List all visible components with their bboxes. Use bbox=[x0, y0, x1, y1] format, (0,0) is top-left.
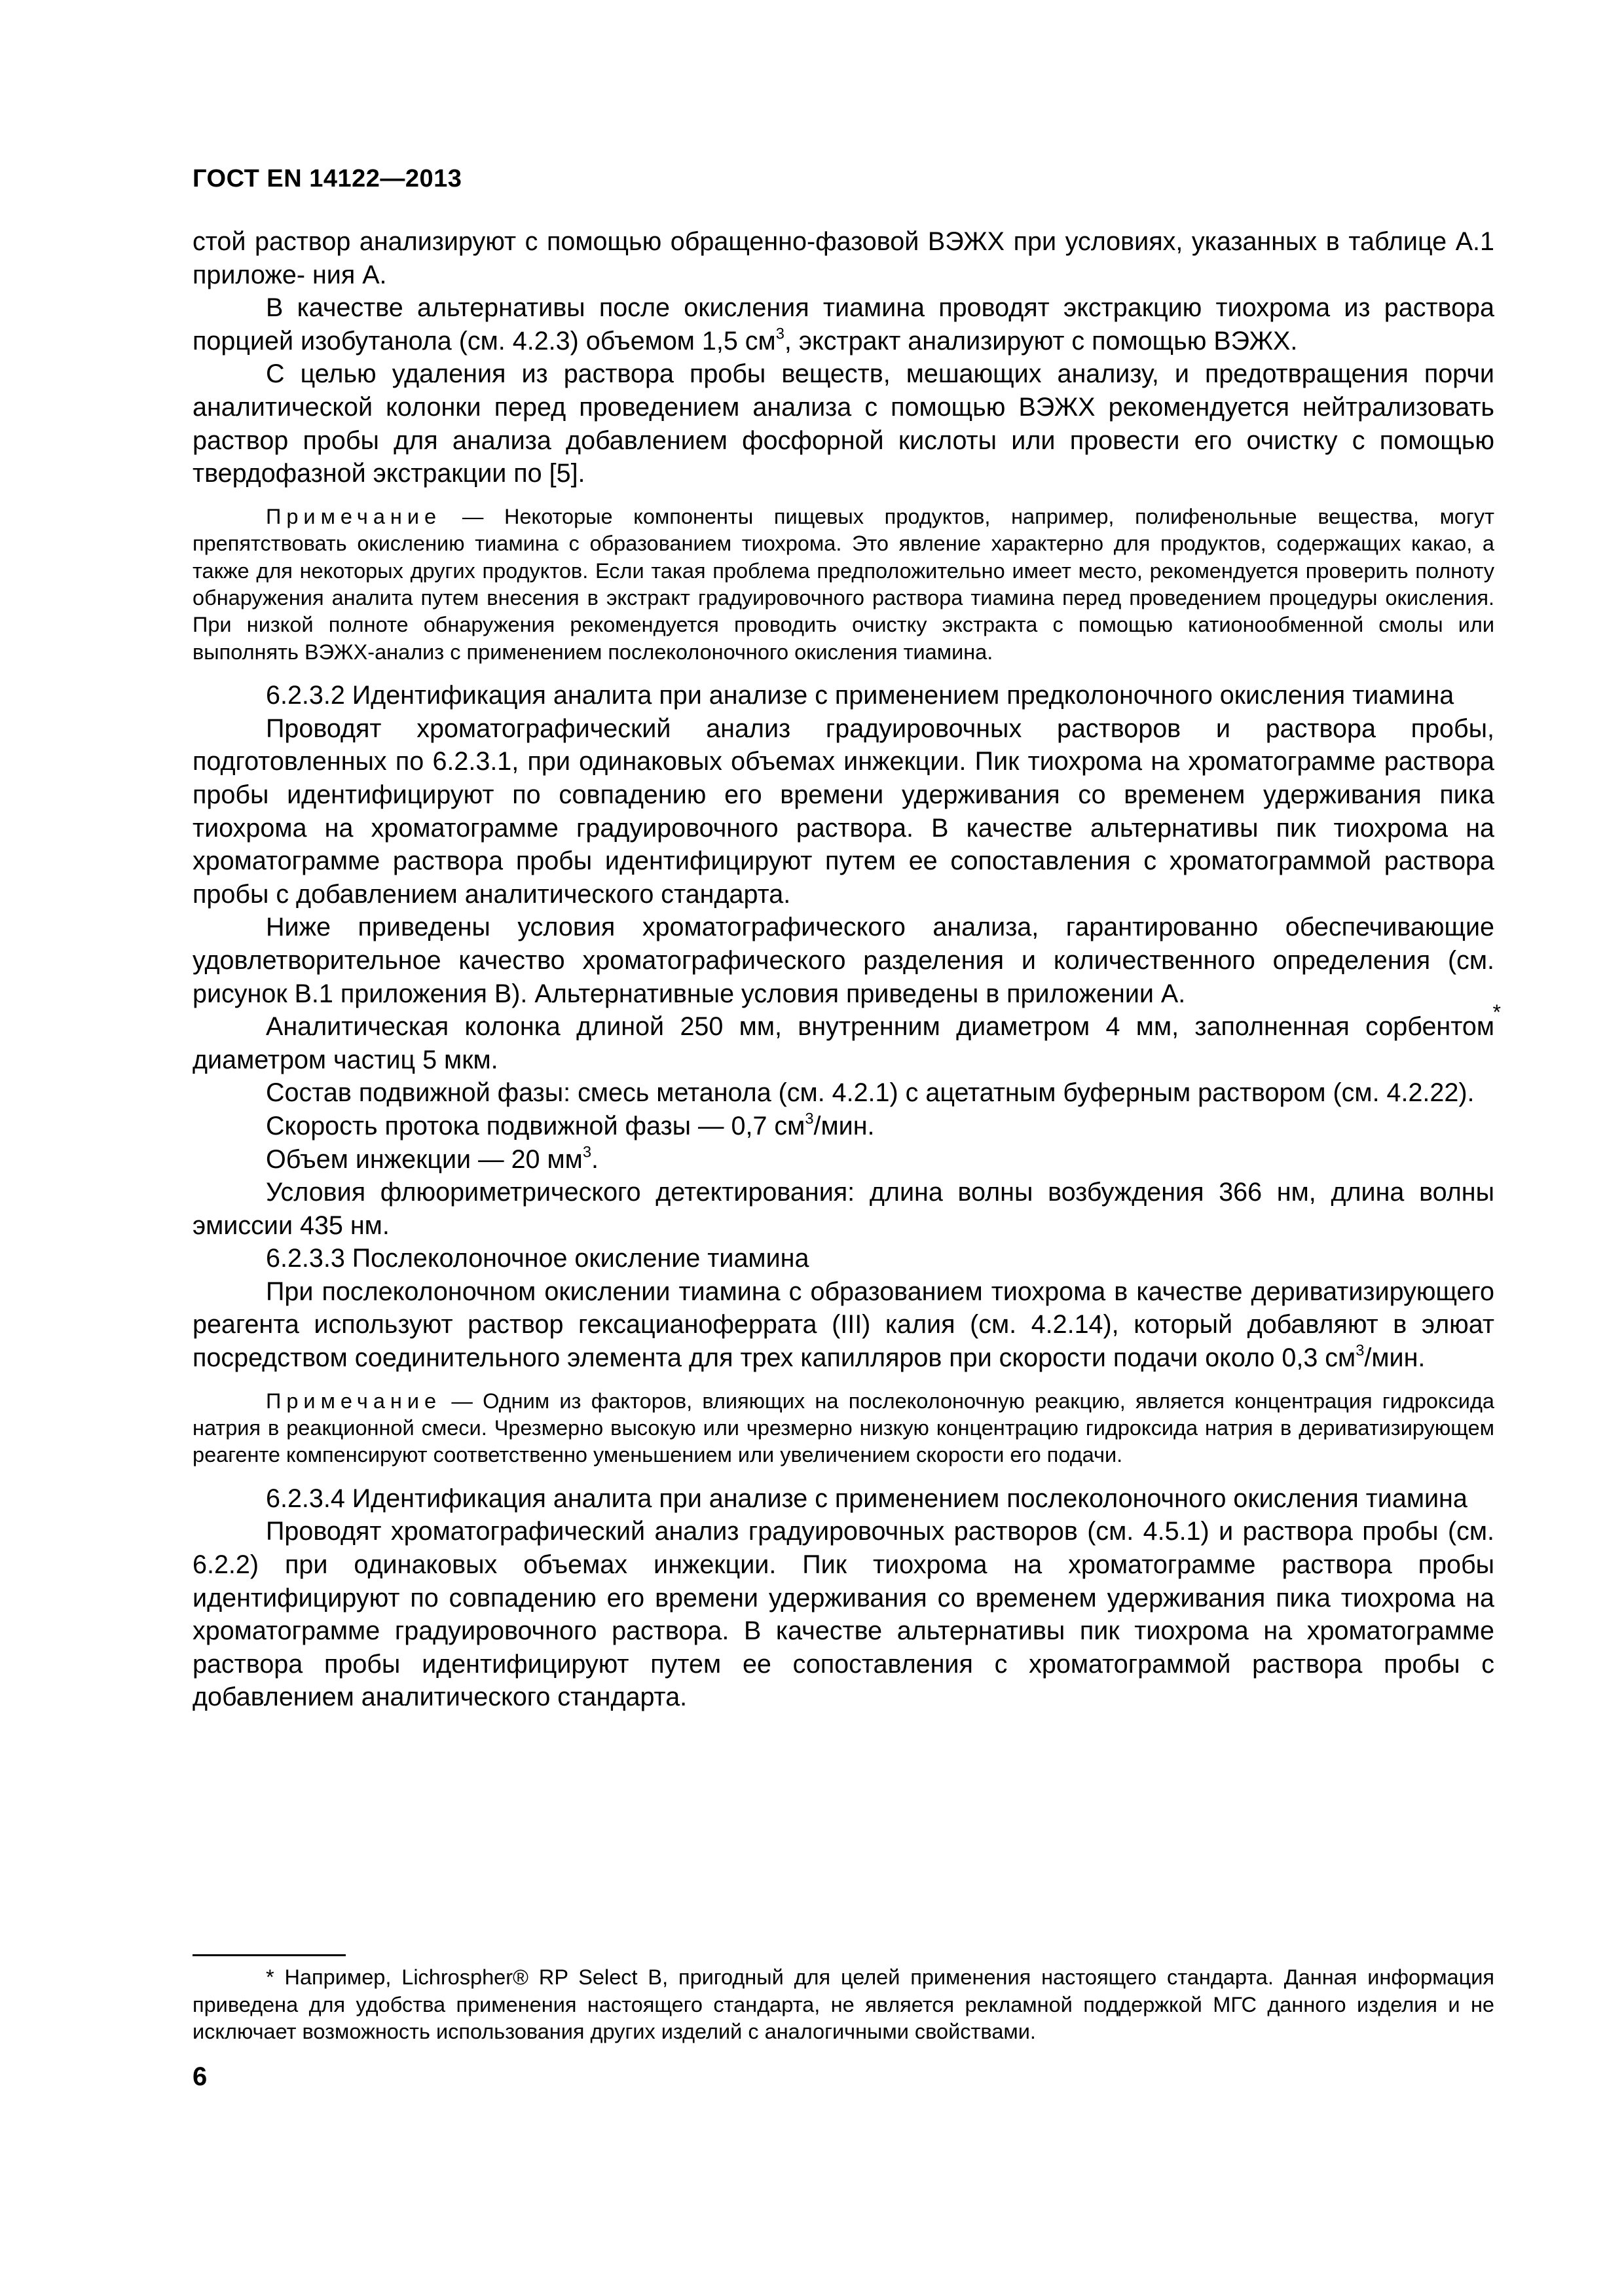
paragraph-postcolumn-identification: Проводят хроматографический анализ градуировочных растворов (см. 4.5.1) и раствора пробы (см. 6.2.2) при одинаковых объемах инжекции. Пик тиохрома на хроматограмме раствора пробы идентифицируют по совпадению его времени удерживания со временем удерживания пика тиохрома на хроматограмме градуировочного раствора. В качестве альтернативы пик тиохрома на хроматограмме раствора пробы идентифицируют путем ее сопоставления с хроматограммой раствора пробы с добавлением аналитического стандарта. bbox=[193, 1517, 1494, 1712]
text-span: При послеколоночном окислении тиамина с образованием тиохрома в качестве дериватизирующего реагента используют раствор гексацианоферрата (III) калия (см. 4.2.14), который добавляют в элюат посредством соединительного элемента для трех капилляров при скорости подачи около 0,3 см bbox=[193, 1277, 1494, 1373]
text-span: /мин. bbox=[1364, 1343, 1426, 1373]
note-text: — Некоторые компоненты пищевых продуктов, например, полифенольные вещества, могут препятствовать окислению тиамина с образованием тиохрома. Это явление характерно для продуктов, содержащих какао, а также для некоторых других продуктов. Если такая проблема предположительно имеет место, рекомендуется проверить полноту обнаружения аналита путем внесения в экстракт градуировочного раствора тиамина перед проведением процедуры окисления. При низкой полноте обнаружения рекомендуется проводить очистку экстракта с помощью катионообменной смолы или выполнять ВЭЖХ-анализ с применением послеколоночного окисления тиамина. bbox=[193, 504, 1494, 664]
note-label: Примечание bbox=[266, 504, 442, 528]
footnote-separator bbox=[193, 1954, 346, 1956]
text-span: Объем инжекции — 20 мм bbox=[266, 1144, 583, 1174]
text-span: /мин. bbox=[813, 1111, 875, 1140]
superscript: 3 bbox=[805, 1110, 814, 1128]
superscript: 3 bbox=[582, 1143, 591, 1161]
text-span: , экстракт анализируют с помощью ВЭЖХ. bbox=[784, 326, 1298, 355]
text-span: Скорость протока подвижной фазы — 0,7 см bbox=[266, 1111, 805, 1140]
section-heading-6-2-3-2: 6.2.3.2 Идентификация аналита при анализе с применением предколоночного окисления тиамина bbox=[266, 681, 1454, 710]
section-heading-6-2-3-4: 6.2.3.4 Идентификация аналита при анализе с применением послеколоночного окисления тиамина bbox=[266, 1484, 1467, 1513]
paragraph-analytical-column bbox=[193, 1000, 1501, 1076]
text-span: Аналитическая колонка длиной 250 мм, внутренним диаметром 4 мм, заполненная сорбентом диаметром частиц 5 мкм. bbox=[193, 1012, 1494, 1074]
note-oxidation-interference bbox=[193, 503, 1494, 666]
paragraph-neutralization: С целью удаления из раствора пробы веществ, мешающих анализу, и предотвращения порчи аналитической колонки перед проведением анализа с помощью ВЭЖХ рекомендуется нейтрализовать раствор пробы для анализа добавлением фосфорной кислоты или провести его очистку с помощью твердофазной экстракции по [5]. bbox=[193, 359, 1494, 488]
note-label: Примечание bbox=[266, 1389, 442, 1413]
paragraph-continuation: стой раствор анализируют с помощью обращенно-фазовой ВЭЖХ при условиях, указанных в таблице А.1 приложе- ния А. bbox=[193, 227, 1494, 289]
page-number: 6 bbox=[193, 2062, 208, 2091]
paragraph-flow-rate bbox=[193, 1110, 1494, 1143]
footnote-marker: * bbox=[1492, 1000, 1501, 1025]
text-span: . bbox=[591, 1144, 599, 1174]
paragraph-postcolumn-oxidation bbox=[193, 1275, 1494, 1375]
paragraph-detection-conditions: Условия флюориметрического детектирования: длина волны возбуждения 366 нм, длина волны эмиссии 435 нм. bbox=[193, 1178, 1494, 1240]
footnote: * Например, Lichrospher® RP Select B, пригодный для целей применения настоящего стандарта. Данная информация приведена для удобства применения настоящего стандарта, не является рекламной поддержкой МГС данного изделия и не исключает возможность использования других изделий с аналогичными свойствами. bbox=[193, 1965, 1494, 2043]
paragraph-extraction-alternative bbox=[193, 291, 1494, 357]
note-sodium-hydroxide bbox=[193, 1388, 1494, 1469]
section-heading-6-2-3-3: 6.2.3.3 Послеколоночное окисление тиамина bbox=[266, 1244, 809, 1273]
paragraph-mobile-phase: Состав подвижной фазы: смесь метанола (см. 4.2.1) с ацетатным буферным раствором (см. 4.2.22). bbox=[266, 1078, 1475, 1108]
page-header-standard-number: ГОСТ EN 14122—2013 bbox=[193, 165, 462, 192]
paragraph-precolumn-identification: Проводят хроматографический анализ градуировочных растворов и раствора пробы, подготовленных по 6.2.3.1, при одинаковых объемах инжекции. Пик тиохрома на хроматограмме раствора пробы идентифицируют по совпадению его времени удерживания со временем удерживания пика тиохрома на хроматограмме градуировочного раствора. В качестве альтернативы пик тиохрома на хроматограмме раствора пробы идентифицируют путем ее сопоставления с хроматограммой раствора пробы с добавлением аналитического стандарта. bbox=[193, 714, 1494, 909]
note-text: — Одним из факторов, влияющих на послеколоночную реакцию, является концентрация гидроксида натрия в реакционной смеси. Чрезмерно высокую или чрезмерно низкую концентрацию гидроксида натрия в дериватизирующем реагенте компенсируют соответственно уменьшением или увеличением скорости его подачи. bbox=[193, 1389, 1494, 1467]
superscript: 3 bbox=[775, 325, 784, 343]
superscript: 3 bbox=[1356, 1342, 1365, 1360]
text-span: В качестве альтернативы после окисления тиамина проводят экстракцию тиохрома из раствора порцией изобутанола (см. 4.2.3) объемом 1,5 см bbox=[193, 293, 1494, 355]
paragraph-conditions-intro: Ниже приведены условия хроматографического анализа, гарантированно обеспечивающие удовлетворительное качество хроматографического разделения и количественного определения (см. рисунок В.1 приложения В). Альтернативные условия приведены в приложении А. bbox=[193, 913, 1494, 1008]
paragraph-injection-volume bbox=[193, 1143, 1494, 1176]
body-text bbox=[193, 225, 1501, 1714]
